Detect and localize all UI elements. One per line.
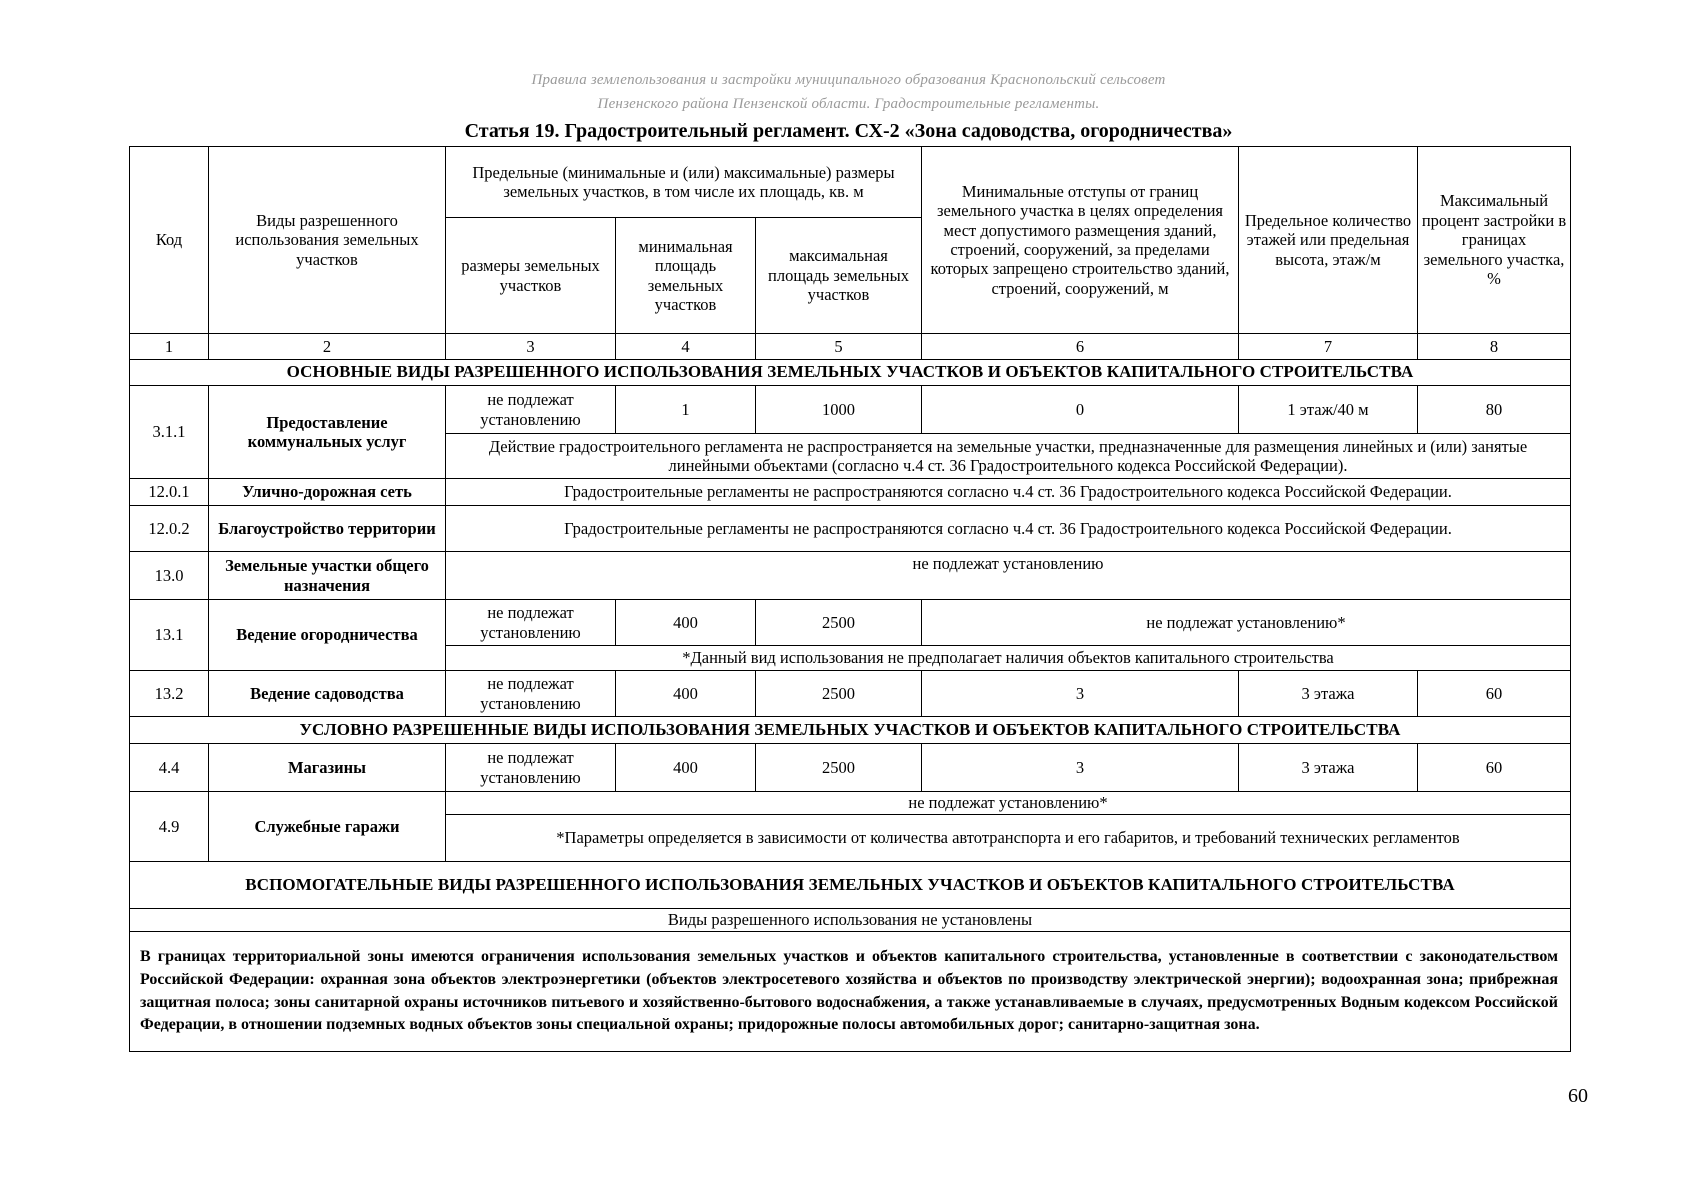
row-code: 13.2 bbox=[130, 671, 209, 717]
column-numbers-row bbox=[130, 334, 1571, 360]
row-use-name: Магазины bbox=[209, 744, 446, 792]
running-header-line1: Правила землепользования и застройки муниципального образования Краснопольский сельсовет bbox=[531, 72, 1166, 88]
row-setback: 0 bbox=[922, 386, 1239, 434]
row-sizes: не подлежат установлению bbox=[446, 744, 616, 792]
table-row bbox=[130, 600, 1571, 646]
column-number: 2 bbox=[209, 334, 446, 360]
row-max-area: 2500 bbox=[756, 671, 922, 717]
col-header-use-type: Виды разрешенного использования земельных участков bbox=[209, 147, 446, 334]
row-use-name: Предоставление коммунальных услуг bbox=[209, 386, 446, 479]
row-regulation-text: Градостроительные регламенты не распространяются согласно ч.4 ст. 36 Градостроительного кодекса Российской Федерации. bbox=[446, 479, 1571, 506]
row-min-area: 400 bbox=[616, 744, 756, 792]
col-header-min-area: минимальная площадь земельных участков bbox=[616, 218, 756, 334]
row-max-area: 2500 bbox=[756, 600, 922, 646]
col-header-limit-sizes: Предельные (минимальные и (или) максимальные) размеры земельных участков, в том числе их площадь, кв. м bbox=[446, 147, 922, 218]
row-use-name: Улично-дорожная сеть bbox=[209, 479, 446, 506]
row-setback: 3 bbox=[922, 744, 1239, 792]
row-use-name: Благоустройство территории bbox=[209, 506, 446, 552]
table-row bbox=[130, 744, 1571, 792]
table-row bbox=[130, 671, 1571, 717]
row-min-area: 400 bbox=[616, 600, 756, 646]
row-regulation-text: не подлежат установлению* bbox=[446, 792, 1571, 815]
row-build-percent: 60 bbox=[1418, 671, 1571, 717]
row-note: Действие градостроительного регламента не распространяется на земельные участки, предназначенные для размещения линейных и (или) занятые линейными объектами (согласно ч.4 ст. 36 Градостроительного кодекса Российской Федерации). bbox=[446, 434, 1571, 479]
section-title-conditional-uses: УСЛОВНО РАЗРЕШЕННЫЕ ВИДЫ ИСПОЛЬЗОВАНИЯ ЗЕМЕЛЬНЫХ УЧАСТКОВ И ОБЪЕКТОВ КАПИТАЛЬНОГО СТРОИТЕЛЬСТВА bbox=[130, 717, 1571, 744]
column-number: 5 bbox=[756, 334, 922, 360]
row-code: 4.9 bbox=[130, 792, 209, 862]
row-code: 13.0 bbox=[130, 552, 209, 600]
row-max-area: 1000 bbox=[756, 386, 922, 434]
row-min-area: 1 bbox=[616, 386, 756, 434]
row-floors: 3 этажа bbox=[1239, 744, 1418, 792]
row-sizes: не подлежат установлению bbox=[446, 671, 616, 717]
column-number: 6 bbox=[922, 334, 1239, 360]
col-header-floors: Предельное количество этажей или предельная высота, этаж/м bbox=[1239, 147, 1418, 334]
section-row-main bbox=[130, 360, 1571, 386]
row-code: 13.1 bbox=[130, 600, 209, 671]
row-code: 4.4 bbox=[130, 744, 209, 792]
row-regulation-text: Градостроительные регламенты не распространяются согласно ч.4 ст. 36 Градостроительного кодекса Российской Федерации. bbox=[446, 506, 1571, 552]
row-use-name: Ведение огородничества bbox=[209, 600, 446, 671]
row-max-area: 2500 bbox=[756, 744, 922, 792]
row-setback: 3 bbox=[922, 671, 1239, 717]
auxiliary-uses-note: Виды разрешенного использования не установлены bbox=[130, 909, 1571, 932]
row-build-percent: 80 bbox=[1418, 386, 1571, 434]
row-use-name: Земельные участки общего назначения bbox=[209, 552, 446, 600]
table-row bbox=[130, 792, 1571, 815]
table-row bbox=[130, 386, 1571, 434]
row-sizes: не подлежат установлению bbox=[446, 600, 616, 646]
table-row bbox=[130, 479, 1571, 506]
column-number: 8 bbox=[1418, 334, 1571, 360]
section-title-main-uses: ОСНОВНЫЕ ВИДЫ РАЗРЕШЕННОГО ИСПОЛЬЗОВАНИЯ ЗЕМЕЛЬНЫХ УЧАСТКОВ И ОБЪЕКТОВ КАПИТАЛЬНОГО СТРОИТЕЛЬСТВА bbox=[130, 360, 1571, 386]
row-note: *Данный вид использования не предполагает наличия объектов капитального строительства bbox=[446, 646, 1571, 671]
row-floors: 1 этаж/40 м bbox=[1239, 386, 1418, 434]
table-row bbox=[130, 909, 1571, 932]
row-code: 3.1.1 bbox=[130, 386, 209, 479]
section-row-conditional bbox=[130, 717, 1571, 744]
row-floors: 3 этажа bbox=[1239, 671, 1418, 717]
section-title-auxiliary-uses: ВСПОМОГАТЕЛЬНЫЕ ВИДЫ РАЗРЕШЕННОГО ИСПОЛЬЗОВАНИЯ ЗЕМЕЛЬНЫХ УЧАСТКОВ И ОБЪЕКТОВ КАПИТАЛЬНОГО СТРОИТЕЛЬСТВА bbox=[130, 862, 1571, 909]
zone-restrictions-text: В границах территориальной зоны имеются ограничения использования земельных участков и объектов капитального строительства, установленные в соответствии с законодательством Российской Федерации: охранная зона объектов электроэнергетики (объектов электросетевого хозяйства и объектов по производству электрической энергии); водоохранная зона; прибрежная защитная полоса; зоны санитарной охраны источников питьевого и хозяйственно-бытового водоснабжения, а также устанавливаемые в случаях, предусмотренных Водным кодексом Российской Федерации, в отношении подземных водных объектов зоны специальной охраны; придорожные полосы автомобильных дорог; санитарно-защитная зона. bbox=[130, 932, 1571, 1052]
col-header-setbacks: Минимальные отступы от границ земельного участка в целях определения мест допустимого размещения зданий, строений, сооружений, за пределами которых запрещено строительство зданий, строений, сооружений, м bbox=[922, 147, 1239, 334]
col-header-build-percent: Максимальный процент застройки в границах земельного участка, % bbox=[1418, 147, 1571, 334]
column-number: 3 bbox=[446, 334, 616, 360]
row-use-name: Ведение садоводства bbox=[209, 671, 446, 717]
column-number: 7 bbox=[1239, 334, 1418, 360]
section-row-auxiliary bbox=[130, 862, 1571, 909]
row-other-params: не подлежат установлению* bbox=[922, 600, 1571, 646]
footer-row bbox=[130, 932, 1571, 1052]
row-code: 12.0.1 bbox=[130, 479, 209, 506]
col-header-sizes: размеры земельных участков bbox=[446, 218, 616, 334]
column-number: 4 bbox=[616, 334, 756, 360]
table-row bbox=[130, 552, 1571, 600]
header-row bbox=[130, 147, 1571, 218]
row-code: 12.0.2 bbox=[130, 506, 209, 552]
col-header-code: Код bbox=[130, 147, 209, 334]
row-note: *Параметры определяется в зависимости от количества автотранспорта и его габаритов, и требований технических регламентов bbox=[446, 815, 1571, 862]
running-header-line2: Пензенского района Пензенской области. Градостроительные регламенты. bbox=[597, 96, 1100, 112]
row-build-percent: 60 bbox=[1418, 744, 1571, 792]
regulation-table bbox=[129, 146, 1571, 1052]
row-use-name: Служебные гаражи bbox=[209, 792, 446, 862]
column-number: 1 bbox=[130, 334, 209, 360]
page-title: Статья 19. Градостроительный регламент. СХ-2 «Зона садоводства, огородничества» bbox=[464, 120, 1233, 142]
row-regulation-text: не подлежат установлению bbox=[446, 552, 1571, 600]
col-header-max-area: максимальная площадь земельных участков bbox=[756, 218, 922, 334]
row-min-area: 400 bbox=[616, 671, 756, 717]
table-row bbox=[130, 506, 1571, 552]
row-sizes: не подлежат установлению bbox=[446, 386, 616, 434]
page-number: 60 bbox=[1568, 1085, 1588, 1107]
